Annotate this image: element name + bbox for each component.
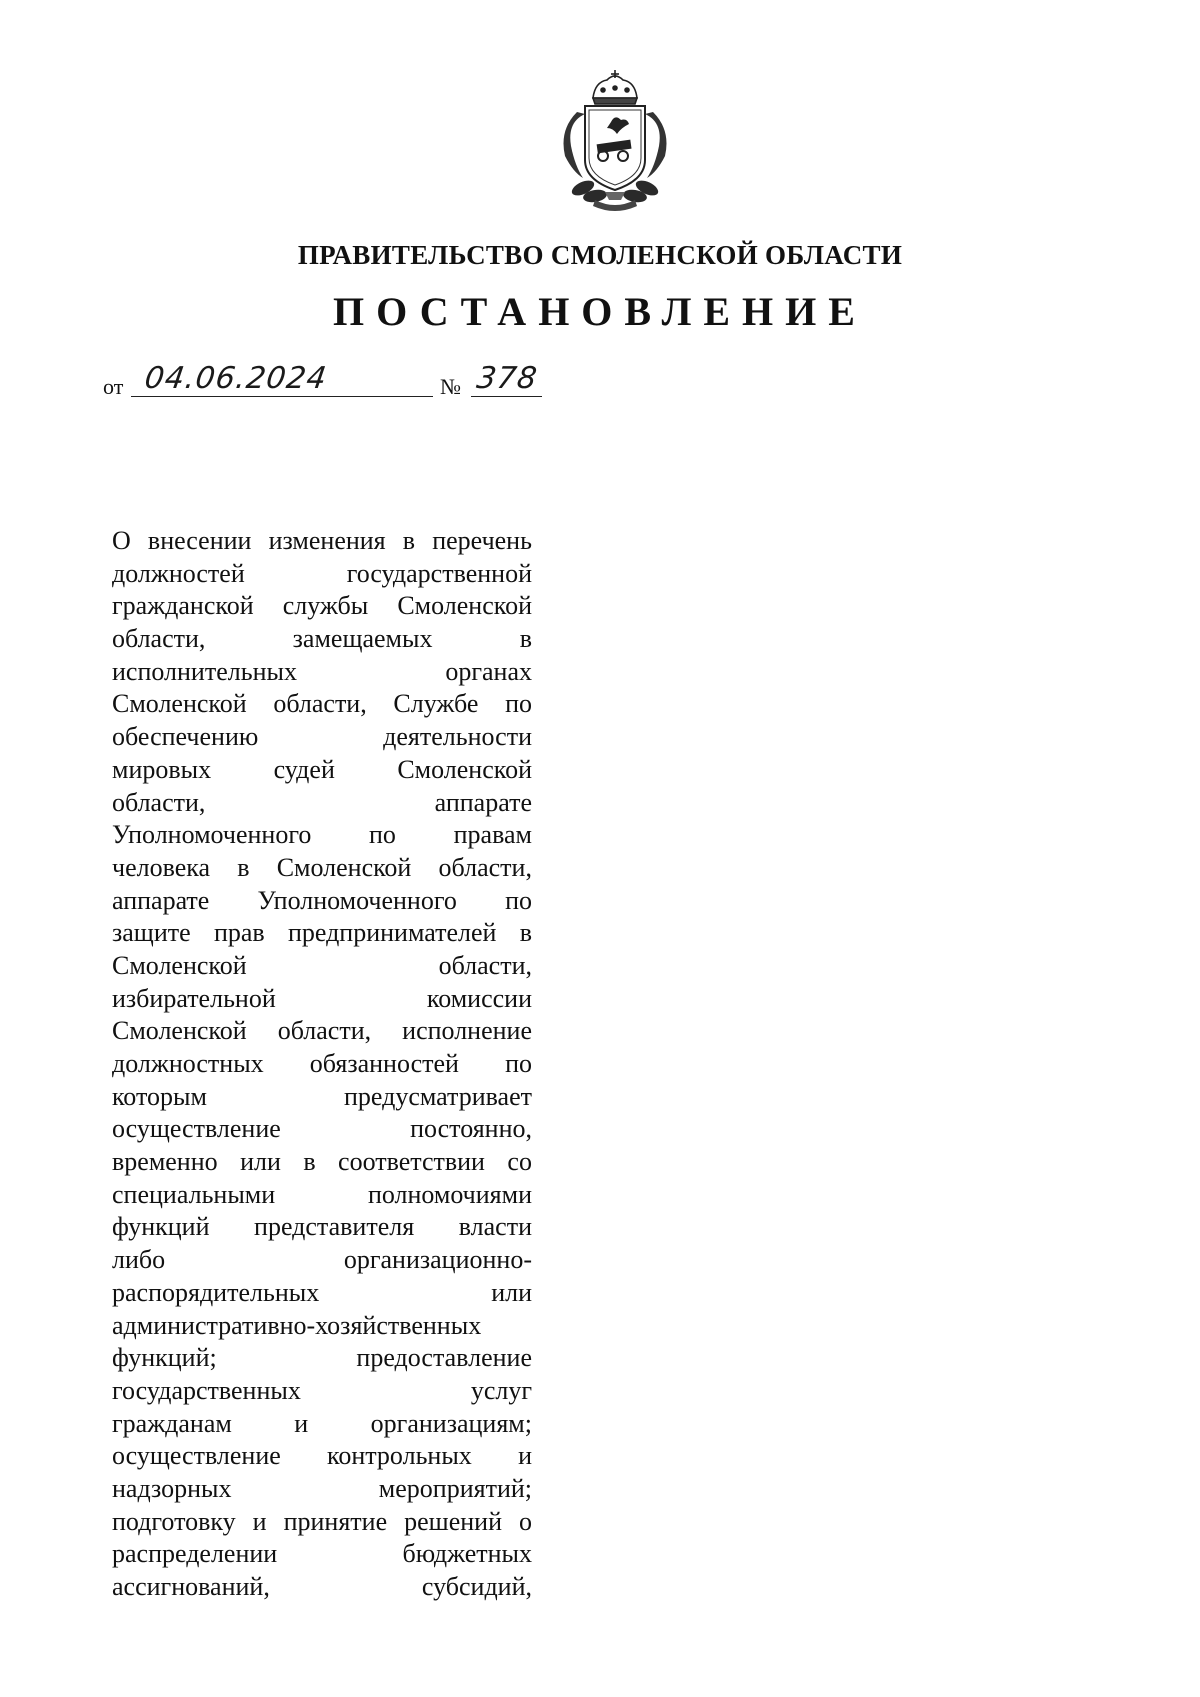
subject-word: административно-хозяйственных (112, 1310, 482, 1340)
subject-word: и (294, 1408, 309, 1438)
subject-word: Смоленской (276, 852, 412, 882)
subject-word: Смоленской (112, 1016, 247, 1046)
subject-word: в (519, 624, 532, 654)
subject-word: судей (273, 754, 335, 784)
subject-word: принятие (283, 1506, 388, 1536)
subject-word: комиссии (426, 983, 532, 1013)
subject-word: О (112, 526, 131, 555)
subject-line (112, 623, 532, 656)
subject-word: государственных (112, 1375, 301, 1405)
date-number-line (103, 360, 543, 400)
subject-word: Смоленской (112, 689, 247, 719)
subject-word: полномочиями (367, 1179, 532, 1209)
subject-word: исполнительных (112, 656, 297, 686)
subject-word: гражданской (112, 591, 254, 621)
subject-word: организациям; (370, 1408, 532, 1438)
subject-word: области, (273, 689, 367, 719)
number-label: № (440, 374, 461, 399)
subject-word: предоставление (356, 1343, 532, 1373)
subject-word: подготовку (112, 1506, 236, 1536)
subject-word: постоянно, (410, 1114, 532, 1144)
subject-word: временно (112, 1147, 218, 1177)
subject-word: или (491, 1277, 532, 1307)
subject-word: органах (445, 656, 532, 686)
subject-word: власти (458, 1212, 532, 1242)
subject-word: мероприятий; (378, 1473, 532, 1503)
subject-word: человека (112, 852, 211, 882)
subject-word: прав (213, 918, 265, 948)
subject-word: обязанностей (309, 1049, 459, 1078)
subject-line (112, 1146, 532, 1179)
subject-line (112, 688, 532, 721)
subject-line (112, 1473, 532, 1506)
subject-word: защите (112, 918, 191, 948)
subject-word: ассигнований, (112, 1572, 270, 1601)
subject-word: Смоленской (112, 950, 247, 980)
subject-word: по (505, 885, 532, 915)
subject-word: и (252, 1506, 267, 1536)
subject-word: замещаемых (292, 624, 433, 654)
subject-line (112, 1015, 532, 1048)
subject-word: области, (277, 1016, 372, 1046)
subject-word: соответствии (338, 1147, 485, 1177)
subject-word: изменения (268, 526, 386, 555)
subject-line (112, 558, 532, 591)
subject-word: по (505, 689, 532, 719)
subject-word: обеспечению (112, 722, 259, 752)
subject-word: услуг (470, 1375, 532, 1405)
subject-line (112, 1571, 532, 1604)
subject-word: предусматривает (344, 1081, 532, 1111)
subject-line (112, 1440, 532, 1473)
subject-word: аппарате (112, 885, 210, 915)
subject-word: Службе (393, 689, 479, 719)
subject-word: субсидий, (421, 1572, 532, 1601)
subject-word: службы (282, 591, 369, 621)
subject-word: представителя (254, 1212, 415, 1242)
coat-of-arms-icon (555, 68, 675, 213)
subject-word: области, (438, 852, 532, 882)
subject-word: предпринимателей (287, 918, 497, 948)
subject-word: государственной (346, 558, 532, 588)
subject-word: Смоленской (397, 754, 532, 784)
subject-line (112, 885, 532, 918)
subject-line (112, 1211, 532, 1244)
number-value: 378 (474, 361, 540, 396)
subject-line (112, 721, 532, 754)
subject-word: области, (438, 950, 532, 980)
subject-word: гражданам (112, 1408, 232, 1438)
subject-word: осуществление (112, 1114, 281, 1144)
subject-line (112, 1310, 532, 1343)
subject-word: по (369, 820, 396, 850)
subject-word: либо (112, 1245, 166, 1275)
subject-word: в (402, 526, 416, 555)
subject-word: надзорных (112, 1473, 232, 1503)
subject-word: функций (112, 1212, 210, 1242)
subject-word: в (237, 852, 250, 882)
subject-word: в (519, 918, 532, 948)
subject-word: Уполномоченного (112, 820, 312, 850)
subject-word: осуществление (112, 1441, 281, 1471)
subject-line (112, 656, 532, 689)
subject-line (112, 1342, 532, 1375)
from-label: от (103, 374, 124, 399)
subject-word: внесении (147, 526, 252, 555)
subject-word: избирательной (112, 983, 276, 1013)
subject-line (112, 754, 532, 787)
subject-word: распорядительных (112, 1277, 320, 1307)
date-value: 04.06.2024 (142, 361, 330, 396)
subject-line (112, 1375, 532, 1408)
subject-line (112, 1179, 532, 1212)
subject-word: деятельности (383, 722, 532, 752)
government-title: ПРАВИТЕЛЬСТВО СМОЛЕНСКОЙ ОБЛАСТИ (297, 240, 903, 270)
subject-word: специальными (112, 1179, 276, 1209)
subject-line (112, 1244, 532, 1277)
subject-word: распределении (112, 1539, 278, 1569)
subject-word: по (505, 1049, 532, 1078)
subject-word: мировых (112, 754, 212, 784)
subject-word: о (519, 1506, 532, 1536)
subject-line (112, 917, 532, 950)
subject-line (112, 819, 532, 852)
subject-line (112, 852, 532, 885)
subject-word: области, (112, 624, 206, 654)
subject-word: бюджетных (402, 1539, 532, 1569)
subject-line (112, 1506, 532, 1539)
subject-word: со (507, 1147, 532, 1177)
subject-word: которым (112, 1081, 207, 1111)
subject-word: в (303, 1147, 316, 1177)
document-type: ПОСТАНОВЛЕНИЕ (333, 289, 867, 334)
subject-line (112, 950, 532, 983)
subject-word: области, (112, 787, 206, 817)
subject-word: или (240, 1147, 281, 1177)
subject-word: исполнение (402, 1016, 532, 1046)
subject-line (112, 787, 532, 820)
subject-word: контрольных (327, 1441, 472, 1471)
subject-word: должностей (112, 558, 245, 588)
subject-line (112, 1048, 532, 1081)
subject-line (112, 525, 532, 558)
decree-subject (112, 525, 532, 1604)
subject-line (112, 1081, 532, 1114)
subject-word: должностных (112, 1049, 264, 1078)
subject-word: организационно- (343, 1245, 532, 1275)
subject-word: Смоленской (397, 591, 532, 621)
subject-word: аппарате (434, 787, 532, 817)
subject-line (112, 1277, 532, 1310)
subject-line (112, 590, 532, 623)
subject-line (112, 983, 532, 1016)
subject-word: и (518, 1441, 532, 1471)
subject-word: перечень (432, 526, 532, 555)
subject-word: Уполномоченного (257, 885, 457, 915)
subject-word: функций; (112, 1343, 217, 1373)
subject-word: правам (453, 820, 532, 850)
subject-line (112, 1408, 532, 1441)
subject-word: решений (404, 1506, 502, 1536)
subject-line (112, 1113, 532, 1146)
subject-line (112, 1538, 532, 1571)
